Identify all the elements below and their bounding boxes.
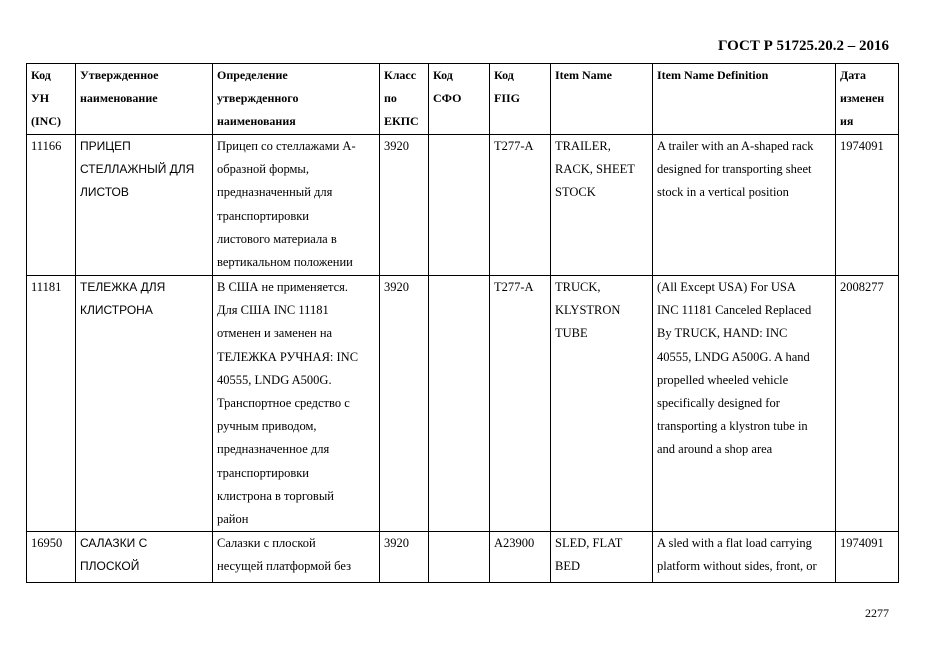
header-approved-name: Утвержденное наименование [76, 64, 213, 135]
page-number: 2277 [865, 606, 889, 620]
cell-change-date: 2008277 [836, 276, 899, 532]
cell-item-name-definition: A trailer with an A-shaped rack designed for transporting sheet stock in a vertical position [653, 135, 836, 276]
header-ekps-class: Класс по ЕКПС [380, 64, 429, 135]
header-definition: Определение утвержденного наименования [213, 64, 380, 135]
classification-table [26, 63, 899, 583]
table-row [27, 276, 899, 532]
table-header-row [27, 64, 899, 135]
table-row [27, 532, 899, 583]
header-item-name-definition: Item Name Definition [653, 64, 836, 135]
document-standard-code: ГОСТ Р 51725.20.2 – 2016 [717, 38, 889, 54]
cell-definition: Прицеп со стеллажами А- образной формы, предназначенный для транспортировки листового материала в вертикальном положении [213, 135, 380, 276]
cell-ekps-class: 3920 [380, 532, 429, 583]
cell-definition: Салазки с плоской несущей платформой без [213, 532, 380, 583]
cell-definition: В США не применяется. Для США INC 11181 отменен и заменен на ТЕЛЕЖКА РУЧНАЯ: INC 40555, LNDG A500G. Транспортное средство с ручным приводом, предназначенное для транспортировки клистрона в торговый район [213, 276, 380, 532]
header-item-name: Item Name [551, 64, 653, 135]
cell-item-name-definition: A sled with a flat load carrying platform without sides, front, or [653, 532, 836, 583]
cell-item-name: TRUCK, KLYSTRON TUBE [551, 276, 653, 532]
cell-sfo-code [429, 276, 490, 532]
cell-sfo-code [429, 135, 490, 276]
table-row [27, 135, 899, 276]
header-fiig-code: Код FIIG [490, 64, 551, 135]
cell-fiig-code: T277-A [490, 276, 551, 532]
cell-item-name: TRAILER, RACK, SHEET STOCK [551, 135, 653, 276]
cell-approved-name: ТЕЛЕЖКА ДЛЯ КЛИСТРОНА [76, 276, 213, 532]
cell-fiig-code: T277-A [490, 135, 551, 276]
cell-change-date: 1974091 [836, 532, 899, 583]
cell-inc: 16950 [27, 532, 76, 583]
cell-inc: 11166 [27, 135, 76, 276]
cell-ekps-class: 3920 [380, 135, 429, 276]
header-change-date: Дата изменен ия [836, 64, 899, 135]
cell-inc: 11181 [27, 276, 76, 532]
header-sfo-code: Код СФО [429, 64, 490, 135]
cell-sfo-code [429, 532, 490, 583]
cell-fiig-code: A23900 [490, 532, 551, 583]
cell-approved-name: САЛАЗКИ С ПЛОСКОЙ [76, 532, 213, 583]
cell-ekps-class: 3920 [380, 276, 429, 532]
cell-change-date: 1974091 [836, 135, 899, 276]
cell-item-name-definition: (All Except USA) For USA INC 11181 Canceled Replaced By TRUCK, HAND: INC 40555, LNDG A500G. A hand propelled wheeled vehicle specifically designed for transporting a klystron tube in and around a shop area [653, 276, 836, 532]
cell-approved-name: ПРИЦЕП СТЕЛЛАЖНЫЙ ДЛЯ ЛИСТОВ [76, 135, 213, 276]
cell-item-name: SLED, FLAT BED [551, 532, 653, 583]
header-inc: Код УН (INC) [27, 64, 76, 135]
